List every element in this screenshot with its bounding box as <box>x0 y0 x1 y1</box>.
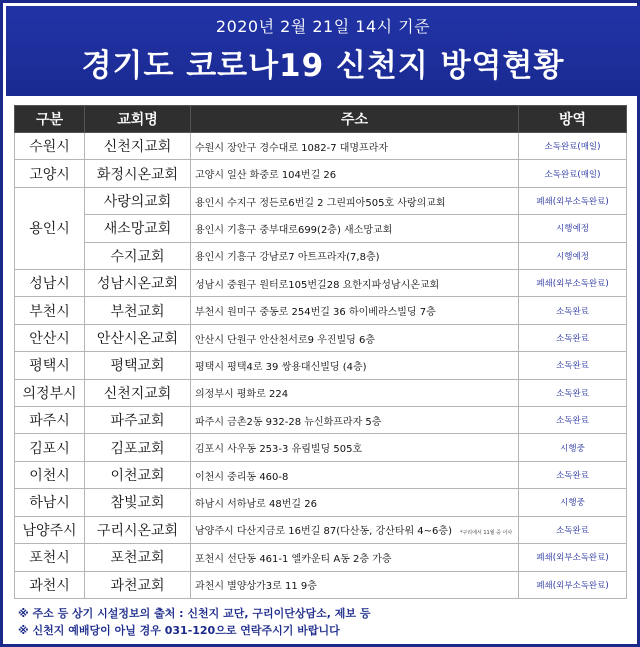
church-cell: 파주교회 <box>85 407 191 434</box>
status-cell: 소독완료 <box>519 379 627 406</box>
region-cell: 평택시 <box>15 352 85 379</box>
region-cell: 안산시 <box>15 324 85 351</box>
status-cell: 폐쇄(외부소독완료) <box>519 544 627 571</box>
status-cell: 소독완료(매일) <box>519 160 627 187</box>
table-row <box>15 270 627 297</box>
table-row <box>15 516 627 543</box>
church-cell: 이천교회 <box>85 461 191 488</box>
header-subtitle: 2020년 2월 21일 14시 기준 <box>215 17 431 36</box>
church-cell: 참빛교회 <box>85 489 191 516</box>
address-cell: 과천시 별양상가3로 11 9층 <box>191 571 519 599</box>
header-banner <box>6 6 640 96</box>
status-cell: 소독완료(매일) <box>519 133 627 160</box>
region-cell: 부천시 <box>15 297 85 324</box>
address-cell: 포천시 선단동 461-1 엘카운티 A동 2층 가층 <box>191 544 519 571</box>
address-text: 남양주시 다산지금로 16번길 87(다산동, 강산타워 4~6층) <box>195 526 452 538</box>
status-cell: 소독완료 <box>519 297 627 324</box>
address-cell: 의정부시 평화로 224 <box>191 379 519 406</box>
region-cell: 과천시 <box>15 571 85 599</box>
address-cell: 부천시 원미구 중동로 254번길 36 하이베라스빌딩 7층 <box>191 297 519 324</box>
table-row <box>15 461 627 488</box>
region-cell: 의정부시 <box>15 379 85 406</box>
table-row <box>15 544 627 571</box>
address-note: *구리에서 11월 중 이사 <box>459 530 513 537</box>
table-row <box>15 489 627 516</box>
address-cell: 용인시 기흥구 강남로7 아트프라자(7,8층) <box>191 242 519 269</box>
church-cell: 화정시온교회 <box>85 160 191 187</box>
region-cell: 이천시 <box>15 461 85 488</box>
address-cell: 용인시 기흥구 중부대로699(2층) 새소망교회 <box>191 215 519 242</box>
status-cell: 폐쇄(외부소독완료) <box>519 187 627 214</box>
table-row <box>15 434 627 461</box>
region-cell: 포천시 <box>15 544 85 571</box>
status-cell: 시행중 <box>519 489 627 516</box>
region-cell: 고양시 <box>15 160 85 187</box>
status-cell: 시행중 <box>519 434 627 461</box>
column-header-address: 주소 <box>191 106 519 133</box>
status-cell: 소독완료 <box>519 407 627 434</box>
status-cell: 시행예정 <box>519 242 627 269</box>
footer-notes <box>18 605 624 639</box>
table-row <box>15 297 627 324</box>
table-row <box>15 187 627 214</box>
footer-note-contact: ※ 신천지 예배당이 아닐 경우 031-120으로 연락주시기 바랍니다 <box>18 624 340 637</box>
address-cell: 성남시 중원구 원터로105번길28 요한지파성남시온교회 <box>191 270 519 297</box>
region-cell: 수원시 <box>15 133 85 160</box>
status-cell: 폐쇄(외부소독완료) <box>519 270 627 297</box>
table-row <box>15 571 627 599</box>
column-header-status: 방역 <box>519 106 627 133</box>
church-cell: 안산시온교회 <box>85 324 191 351</box>
column-header-church: 교회명 <box>85 106 191 133</box>
address-cell: 고양시 일산 화중로 104번길 26 <box>191 160 519 187</box>
status-table <box>14 105 627 599</box>
church-cell: 성남시온교회 <box>85 270 191 297</box>
table-row <box>15 352 627 379</box>
address-cell: 파주시 금촌2동 932-28 뉴신화프라자 5층 <box>191 407 519 434</box>
church-cell: 평택교회 <box>85 352 191 379</box>
status-cell: 시행예정 <box>519 215 627 242</box>
address-cell: 평택시 평택4로 39 쌍용대신빌딩 (4층) <box>191 352 519 379</box>
footer-note-source: ※ 주소 등 상기 시설정보의 출처 : 신천지 교단, 구리이단상담소, 제보 등 <box>18 607 371 620</box>
church-cell: 수지교회 <box>85 242 191 269</box>
status-cell: 소독완료 <box>519 516 627 543</box>
address-cell: 김포시 사우동 253-3 유림빌딩 505호 <box>191 434 519 461</box>
church-cell: 포천교회 <box>85 544 191 571</box>
table-row <box>15 407 627 434</box>
table-row <box>15 324 627 351</box>
region-cell: 하남시 <box>15 489 85 516</box>
table-header-row <box>15 106 627 133</box>
region-cell: 용인시 <box>15 187 85 269</box>
table-row <box>15 379 627 406</box>
address-cell: 안산시 단원구 안산천서로9 우진빌딩 6층 <box>191 324 519 351</box>
region-cell: 남양주시 <box>15 516 85 543</box>
table-row <box>15 242 627 269</box>
column-header-region: 구분 <box>15 106 85 133</box>
status-cell: 소독완료 <box>519 324 627 351</box>
church-cell: 새소망교회 <box>85 215 191 242</box>
status-cell: 소독완료 <box>519 461 627 488</box>
church-cell: 과천교회 <box>85 571 191 599</box>
status-cell: 소독완료 <box>519 352 627 379</box>
church-cell: 신천지교회 <box>85 133 191 160</box>
status-cell: 폐쇄(외부소독완료) <box>519 571 627 599</box>
table-row <box>15 215 627 242</box>
address-cell: 이천시 중리동 460-8 <box>191 461 519 488</box>
region-cell: 김포시 <box>15 434 85 461</box>
church-cell: 김포교회 <box>85 434 191 461</box>
church-cell: 사랑의교회 <box>85 187 191 214</box>
address-cell: 수원시 장안구 경수대로 1082-7 대명프라자 <box>191 133 519 160</box>
church-cell: 신천지교회 <box>85 379 191 406</box>
address-cell <box>191 516 519 543</box>
church-cell: 부천교회 <box>85 297 191 324</box>
region-cell: 파주시 <box>15 407 85 434</box>
table-row <box>15 160 627 187</box>
church-cell: 구리시온교회 <box>85 516 191 543</box>
address-cell: 용인시 수지구 정든로6번길 2 그린피아505호 사랑의교회 <box>191 187 519 214</box>
address-cell: 하남시 서하남로 48번길 26 <box>191 489 519 516</box>
header-title: 경기도 코로나19 신천지 방역현황 <box>81 48 565 84</box>
table-row <box>15 133 627 160</box>
region-cell: 성남시 <box>15 270 85 297</box>
